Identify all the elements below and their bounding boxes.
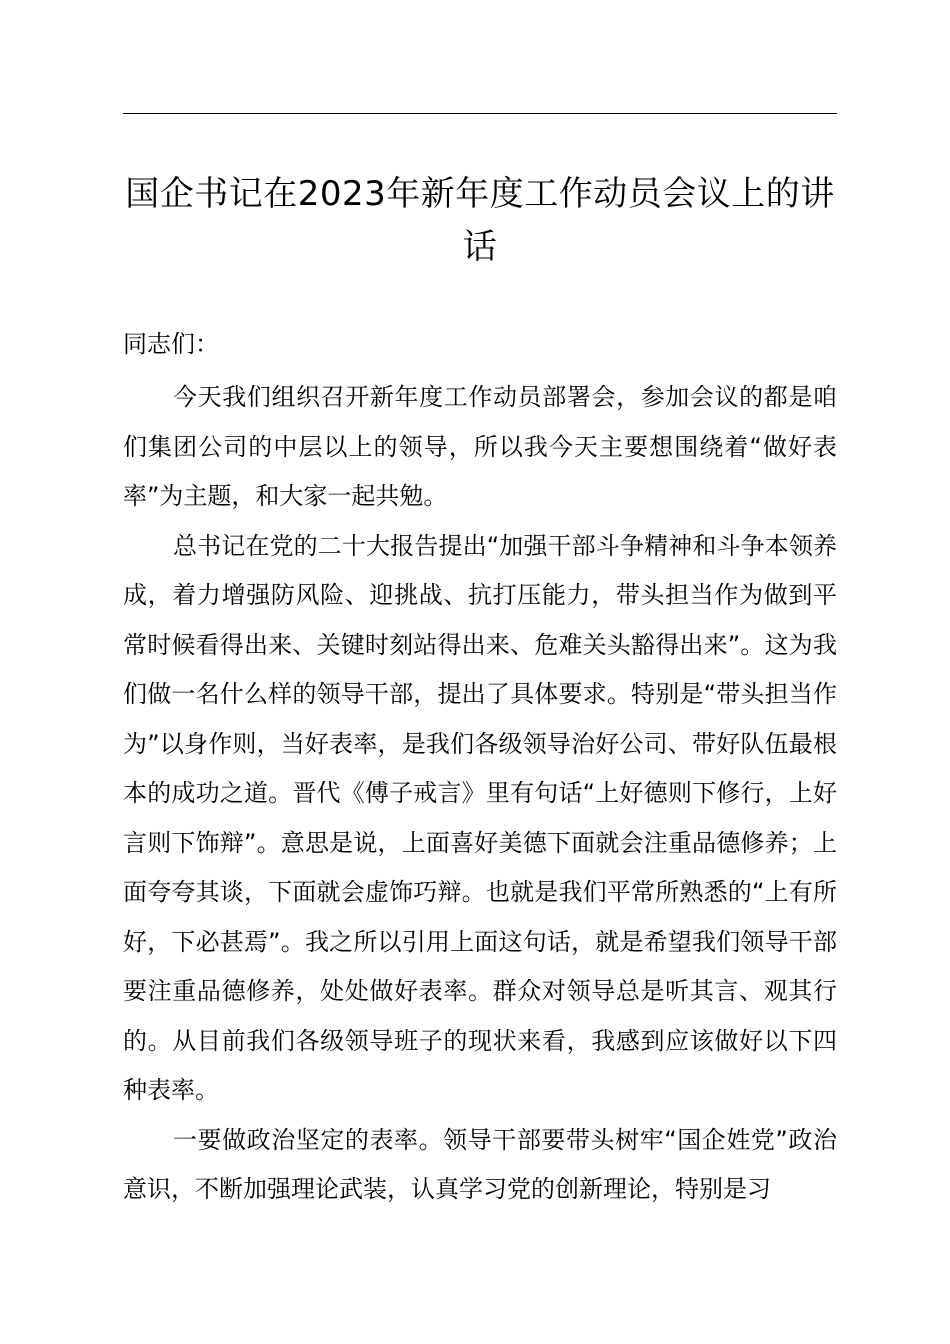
- paragraph-1: 今天我们组织召开新年度工作动员部署会，参加会议的都是咱们集团公司的中层以上的领导，所以我今天主要想围绕着“做好表率”为主题，和大家一起共勉。: [123, 383, 837, 510]
- document-title: 国企书记在2023年新年度工作动员会议上的讲话: [125, 174, 835, 267]
- header-rule: [123, 113, 837, 114]
- paragraph-2: 总书记在党的二十大报告提出“加强干部斗争精神和斗争本领养成，着力增强防风险、迎挑战、抗打压能力，带头担当作为做到平常时候看得出来、关键时刻站得出来、危难关头豁得出来”。这为我们做一名什么样的领导干部，提出了具体要求。特别是“带头担当作为”以身作则，当好表率，是我们各级领导治好公司、带好队伍最根本的成功之道。晋代《傅子戒言》里有句话“上好德则下修行，上好言则下饰辩”。意思是说，上面喜好美德下面就会注重品德修养；上面夸夸其谈，下面就会虚饰巧辩。也就是我们平常所熟悉的“上有所好，下必甚焉”。我之所以引用上面这句话，就是希望我们领导干部要注重品德修养，处处做好表率。群众对领导总是听其言、观其行的。从目前我们各级领导班子的现状来看，我感到应该做好以下四种表率。: [123, 531, 837, 1104]
- document-body: [123, 373, 837, 1215]
- salutation: 同志们：: [123, 330, 219, 358]
- paragraph-3: 一要做政治坚定的表率。领导干部要带头树牢“国企姓党”政治意识，不断加强理论武装，认真学习党的创新理论，特别是习: [123, 1125, 837, 1203]
